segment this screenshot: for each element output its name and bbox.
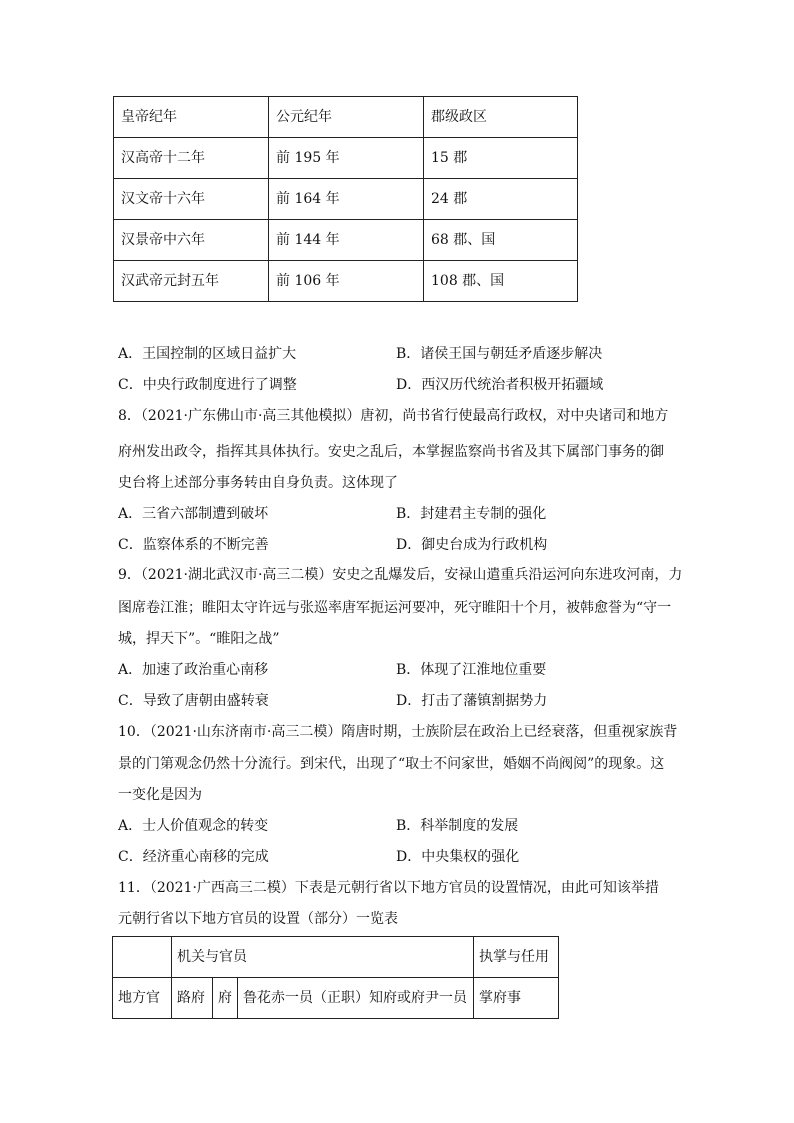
q9-option-c: C．导致了唐朝由盛转衰 — [118, 693, 269, 709]
table-header-cell — [113, 937, 172, 978]
table-cell: 汉文帝十六年 — [114, 179, 269, 220]
table-cell: 24 郡 — [424, 179, 578, 220]
table-cell: 前 144 年 — [269, 220, 424, 261]
q8-option-c: C．监察体系的不断完善 — [118, 537, 269, 553]
table-header-cell: 执掌与任用 — [474, 937, 559, 978]
table-cell: 汉高帝十二年 — [114, 138, 269, 179]
q7-option-a: A．王国控制的区域日益扩大 — [118, 346, 297, 362]
table-row — [114, 261, 578, 302]
q8-option-a: A．三省六部制遭到破坏 — [118, 506, 269, 522]
table-cell: 汉景帝中六年 — [114, 220, 269, 261]
table-cell: 府 — [213, 978, 238, 1019]
table-header-cell: 郡级政区 — [424, 97, 578, 138]
table-cell: 108 郡、国 — [424, 261, 578, 302]
q8-stem-line: 8．（2021·广东佛山市·高三其他模拟）唐初，尚书省行使最高行政权，对中央诸司和地方 — [118, 408, 669, 424]
q10-option-c: C．经济重心南移的完成 — [118, 849, 269, 865]
q10-stem-line: 10．（2021·山东济南市·高三二模）隋唐时期，士族阶层在政治上已经衰落，但重视家族背 — [118, 724, 678, 740]
q11-stem-line: 11．（2021·广西高三二模）下表是元朝行省以下地方官员的设置情况，由此可知该举措 — [118, 880, 659, 896]
table-cell: 路府 — [172, 978, 213, 1019]
q7-option-b: B．诸侯王国与朝廷矛盾逐步解决 — [396, 346, 603, 362]
table-header-row — [114, 97, 578, 138]
table-row — [114, 220, 578, 261]
table-header-cell: 机关与官员 — [172, 937, 474, 978]
table-cell: 前 195 年 — [269, 138, 424, 179]
table-row — [114, 138, 578, 179]
q9-option-b: B．体现了江淮地位重要 — [396, 662, 547, 678]
table-row — [114, 179, 578, 220]
q9-option-d: D．打击了藩镇割据势力 — [396, 693, 548, 709]
q8-option-b: B．封建君主专制的强化 — [396, 506, 547, 522]
q9-stem-line: 9．（2021·湖北武汉市·高三二模）安史之乱爆发后，安禄山遣重兵沿运河向东进攻河南，力 — [118, 567, 683, 583]
q8-stem-line: 史台将上述部分事务转由自身负责。这体现了 — [118, 475, 398, 491]
q10-option-a: A．士人价值观念的转变 — [118, 818, 269, 834]
q8-option-d: D．御史台成为行政机构 — [396, 537, 548, 553]
table-cell: 鲁花赤一员（正职）知府或府尹一员 — [238, 978, 474, 1019]
q7-option-d: D．西汉历代统治者积极开拓疆域 — [396, 377, 604, 393]
q10-option-d: D．中央集权的强化 — [396, 849, 520, 865]
table-cell: 前 164 年 — [269, 179, 424, 220]
q9-option-a: A．加速了政治重心南移 — [118, 662, 269, 678]
table-cell: 汉武帝元封五年 — [114, 261, 269, 302]
q10-stem-line: 景的门第观念仍然十分流行。到宋代，出现了“取士不问家世，婚姻不尚阀阅”的现象。这 — [118, 756, 665, 772]
table-header-cell: 皇帝纪年 — [114, 97, 269, 138]
table-cell: 15 郡 — [424, 138, 578, 179]
q9-stem-line: 城，捍天下”。“睢阳之战” — [118, 631, 280, 647]
q9-stem-line: 图席卷江淮；睢阳太守许远与张巡率唐军扼运河要冲，死守睢阳十个月，被韩愈誉为“守一 — [118, 600, 672, 616]
table-cell: 68 郡、国 — [424, 220, 578, 261]
q10-stem-line: 一变化是因为 — [118, 787, 202, 803]
table-yuan-officials — [112, 936, 559, 1019]
table-cell: 前 106 年 — [269, 261, 424, 302]
table-row — [113, 978, 559, 1019]
table-header-cell: 公元纪年 — [269, 97, 424, 138]
table-county-admin — [113, 96, 578, 302]
q8-stem-line: 府州发出政令，指挥其具体执行。安史之乱后，本掌握监察尚书省及其下属部门事务的御 — [118, 444, 664, 460]
table-cell: 地方官 — [113, 978, 172, 1019]
table-header-row — [113, 937, 559, 978]
q10-option-b: B．科举制度的发展 — [396, 818, 519, 834]
table-cell: 掌府事 — [474, 978, 559, 1019]
q11-table-caption: 元朝行省以下地方官员的设置（部分）一览表 — [118, 911, 398, 927]
q7-option-c: C．中央行政制度进行了调整 — [118, 377, 297, 393]
